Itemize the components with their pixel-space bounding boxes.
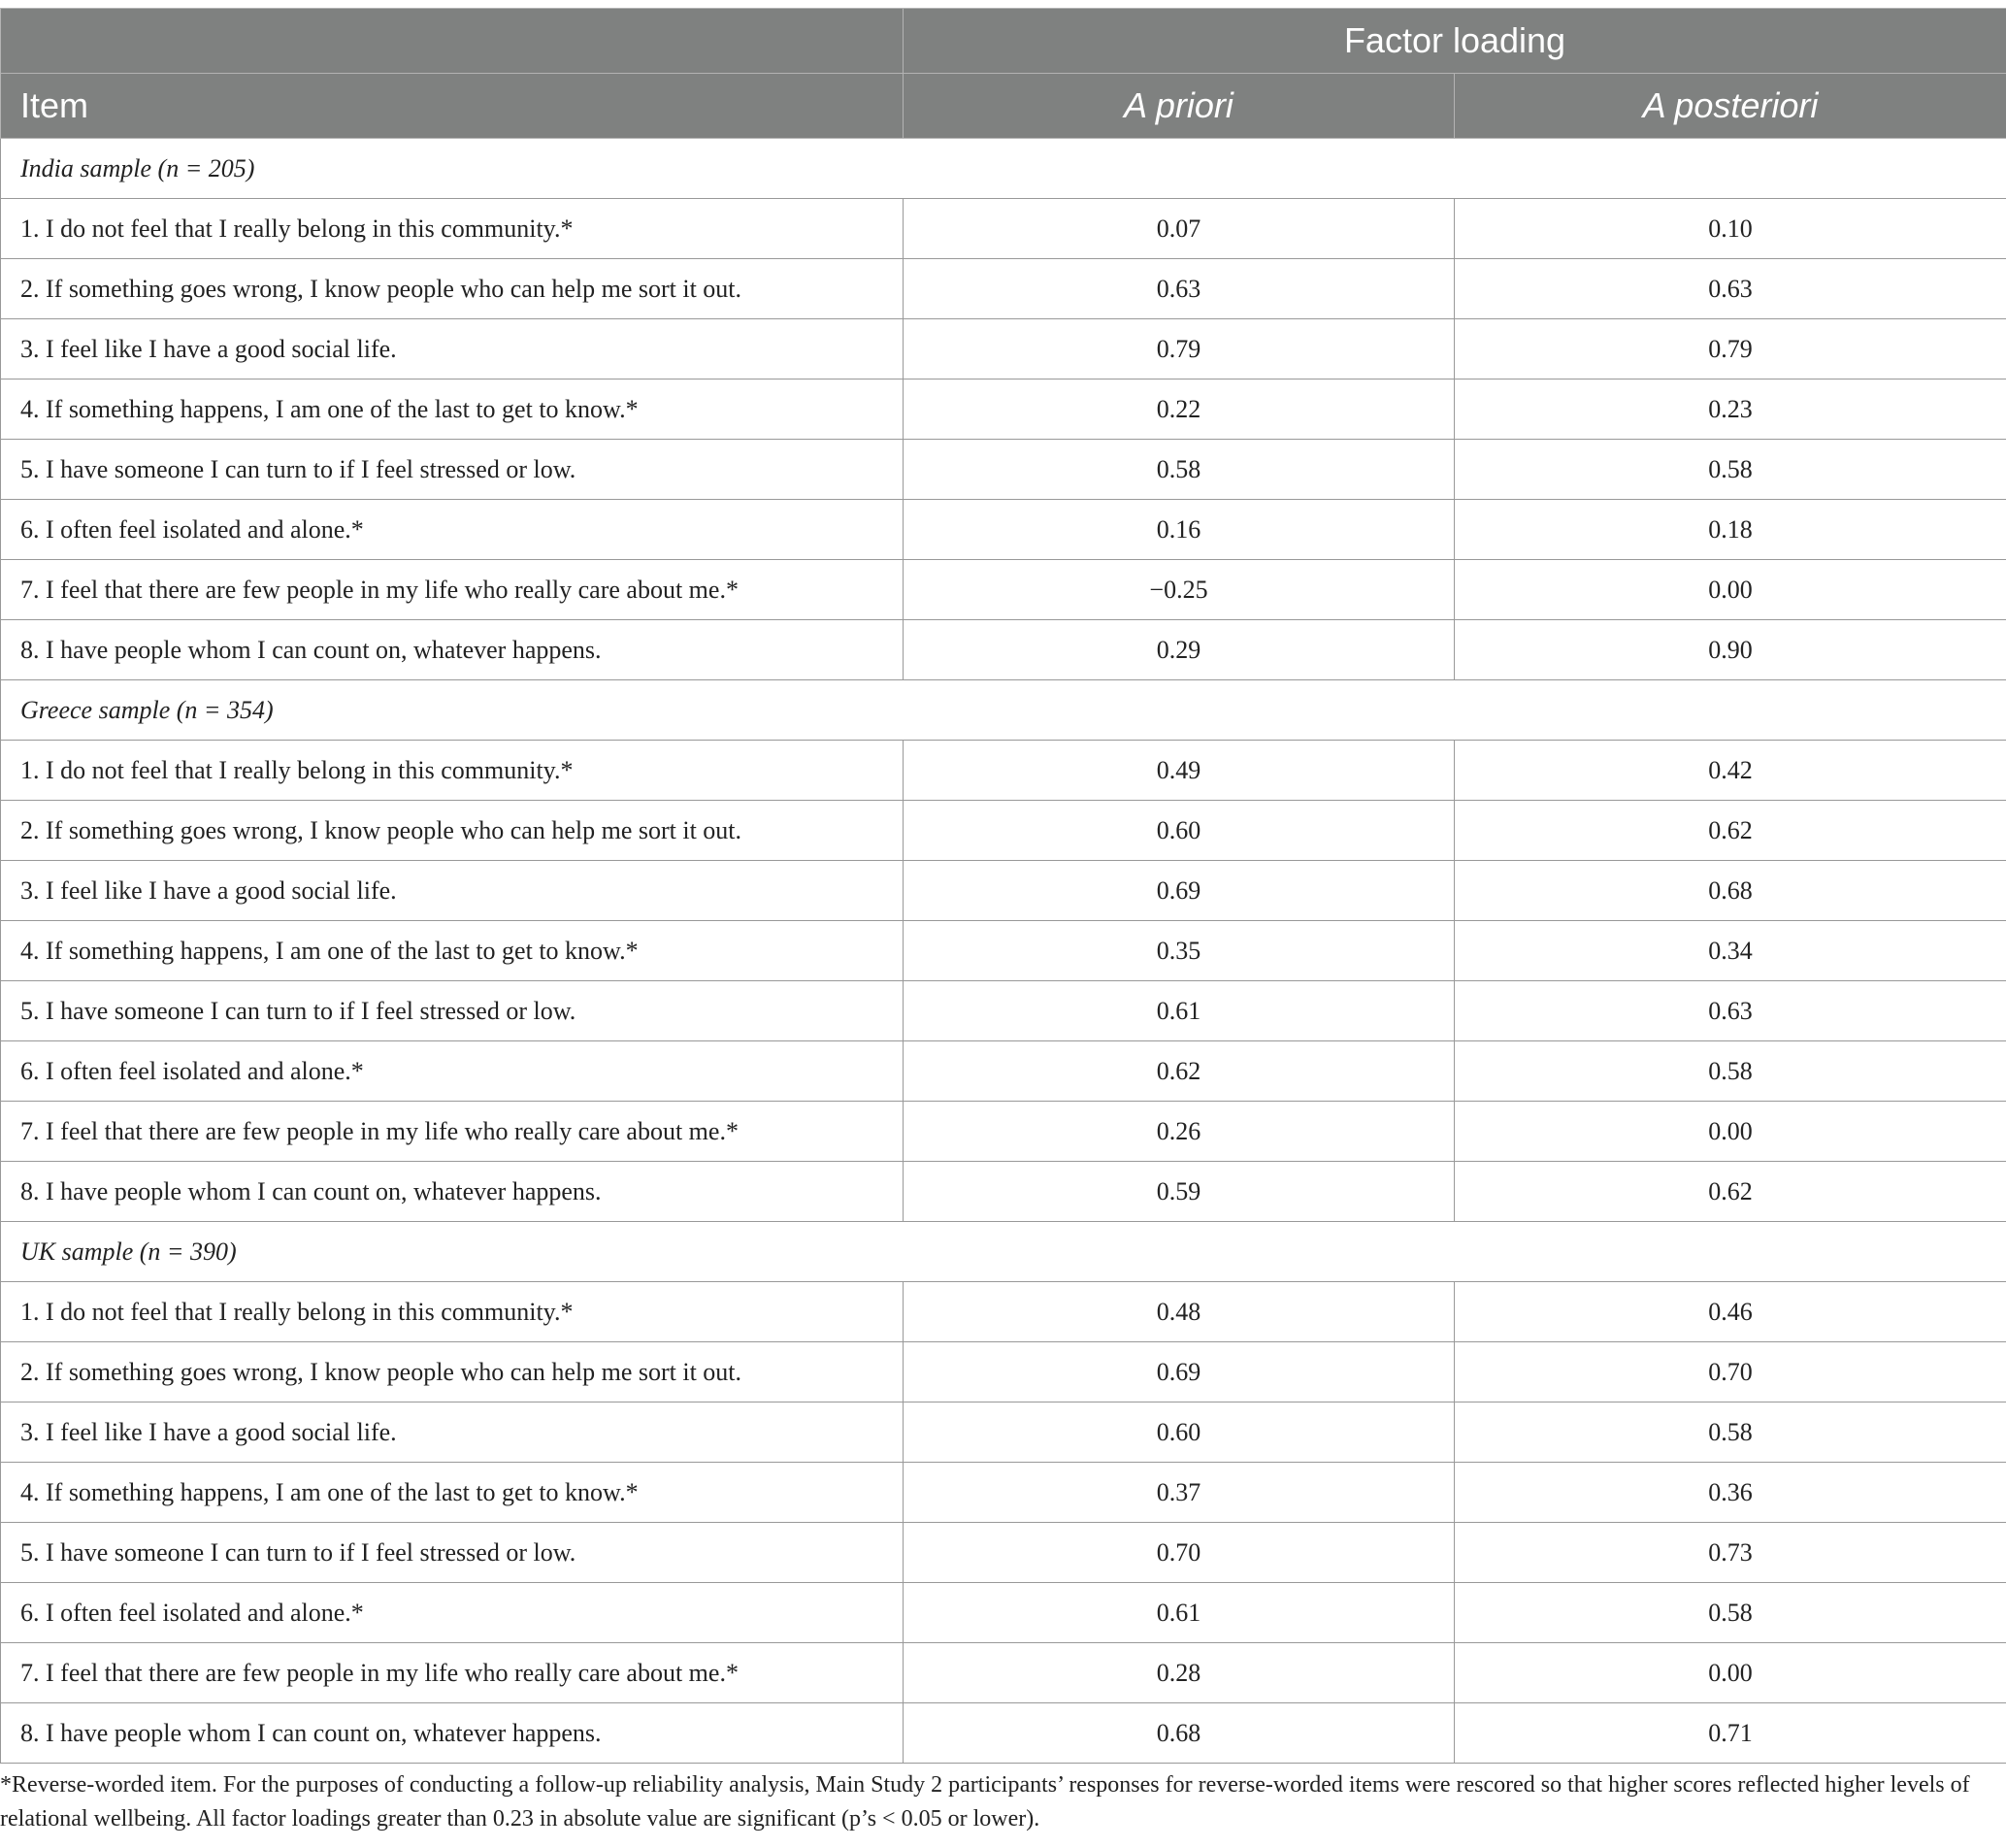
table-row — [1, 560, 2006, 620]
table-header — [1, 9, 2006, 139]
a-priori-cell: 0.79 — [904, 319, 1455, 380]
item-cell: 7. I feel that there are few people in my life who really care about me.* — [1, 560, 904, 620]
a-priori-cell: 0.69 — [904, 1342, 1455, 1402]
table-row — [1, 1162, 2006, 1222]
table-row — [1, 741, 2006, 801]
a-priori-cell: −0.25 — [904, 560, 1455, 620]
table-row — [1, 1342, 2006, 1402]
table-row — [1, 440, 2006, 500]
a-posteriori-cell: 0.36 — [1455, 1463, 2006, 1523]
a-priori-cell: 0.61 — [904, 1583, 1455, 1643]
table-container — [0, 8, 2006, 1764]
item-cell: 7. I feel that there are few people in my life who really care about me.* — [1, 1643, 904, 1703]
item-cell: 5. I have someone I can turn to if I feel stressed or low. — [1, 440, 904, 500]
group-label: India sample (n = 205) — [1, 139, 2006, 199]
a-priori-cell: 0.63 — [904, 259, 1455, 319]
a-posteriori-cell: 0.90 — [1455, 620, 2006, 680]
item-cell: 8. I have people whom I can count on, whatever happens. — [1, 1162, 904, 1222]
table-row — [1, 1523, 2006, 1583]
header-factor-loading: Factor loading — [904, 9, 2006, 74]
a-posteriori-cell: 0.79 — [1455, 319, 2006, 380]
a-posteriori-cell: 0.58 — [1455, 440, 2006, 500]
a-posteriori-cell: 0.68 — [1455, 861, 2006, 921]
a-priori-cell: 0.37 — [904, 1463, 1455, 1523]
a-priori-cell: 0.07 — [904, 199, 1455, 259]
a-priori-cell: 0.70 — [904, 1523, 1455, 1583]
table-row — [1, 1583, 2006, 1643]
table-row — [1, 1041, 2006, 1102]
a-posteriori-cell: 0.46 — [1455, 1282, 2006, 1342]
table-row — [1, 500, 2006, 560]
a-priori-cell: 0.49 — [904, 741, 1455, 801]
group-row — [1, 139, 2006, 199]
a-priori-cell: 0.60 — [904, 1402, 1455, 1463]
a-posteriori-cell: 0.58 — [1455, 1402, 2006, 1463]
a-priori-cell: 0.16 — [904, 500, 1455, 560]
item-cell: 4. If something happens, I am one of the last to get to know.* — [1, 380, 904, 440]
table-row — [1, 1703, 2006, 1764]
a-priori-cell: 0.59 — [904, 1162, 1455, 1222]
item-cell: 4. If something happens, I am one of the last to get to know.* — [1, 921, 904, 981]
item-cell: 7. I feel that there are few people in my life who really care about me.* — [1, 1102, 904, 1162]
header-a-priori: A priori — [904, 74, 1455, 139]
a-priori-cell: 0.61 — [904, 981, 1455, 1041]
item-cell: 8. I have people whom I can count on, whatever happens. — [1, 620, 904, 680]
item-cell: 1. I do not feel that I really belong in this community.* — [1, 199, 904, 259]
a-priori-cell: 0.26 — [904, 1102, 1455, 1162]
a-priori-cell: 0.68 — [904, 1703, 1455, 1764]
a-posteriori-cell: 0.70 — [1455, 1342, 2006, 1402]
group-row — [1, 680, 2006, 741]
item-cell: 6. I often feel isolated and alone.* — [1, 1583, 904, 1643]
a-posteriori-cell: 0.58 — [1455, 1041, 2006, 1102]
table-row — [1, 981, 2006, 1041]
a-posteriori-cell: 0.34 — [1455, 921, 2006, 981]
a-priori-cell: 0.35 — [904, 921, 1455, 981]
a-posteriori-cell: 0.00 — [1455, 560, 2006, 620]
table-row — [1, 921, 2006, 981]
item-cell: 4. If something happens, I am one of the last to get to know.* — [1, 1463, 904, 1523]
table-row — [1, 319, 2006, 380]
item-cell: 6. I often feel isolated and alone.* — [1, 1041, 904, 1102]
table-row — [1, 1643, 2006, 1703]
a-priori-cell: 0.60 — [904, 801, 1455, 861]
item-cell: 1. I do not feel that I really belong in this community.* — [1, 741, 904, 801]
table-row — [1, 620, 2006, 680]
a-posteriori-cell: 0.00 — [1455, 1102, 2006, 1162]
a-posteriori-cell: 0.58 — [1455, 1583, 2006, 1643]
item-cell: 5. I have someone I can turn to if I feel stressed or low. — [1, 981, 904, 1041]
table-row — [1, 1282, 2006, 1342]
table-row — [1, 380, 2006, 440]
item-cell: 2. If something goes wrong, I know people who can help me sort it out. — [1, 259, 904, 319]
item-cell: 2. If something goes wrong, I know people who can help me sort it out. — [1, 801, 904, 861]
a-priori-cell: 0.28 — [904, 1643, 1455, 1703]
group-label: Greece sample (n = 354) — [1, 680, 2006, 741]
table-row — [1, 801, 2006, 861]
table-footnote: *Reverse-worded item. For the purposes of conducting a follow-up reliability analysis, Main Study 2 participants’ responses for reverse-worded items were rescored so that higher scores reflected higher levels of relational wellbeing. All factor loadings greater than 0.23 in absolute value are significant (p’s < 0.05 or lower). — [0, 1772, 1970, 1832]
table-row — [1, 1402, 2006, 1463]
a-posteriori-cell: 0.00 — [1455, 1643, 2006, 1703]
a-priori-cell: 0.22 — [904, 380, 1455, 440]
a-posteriori-cell: 0.63 — [1455, 981, 2006, 1041]
a-posteriori-cell: 0.73 — [1455, 1523, 2006, 1583]
item-cell: 3. I feel like I have a good social life. — [1, 861, 904, 921]
a-posteriori-cell: 0.62 — [1455, 801, 2006, 861]
table-row — [1, 1463, 2006, 1523]
table-row — [1, 199, 2006, 259]
header-a-posteriori: A posteriori — [1455, 74, 2006, 139]
group-row — [1, 1222, 2006, 1282]
a-posteriori-cell: 0.10 — [1455, 199, 2006, 259]
header-row-columns — [1, 74, 2006, 139]
factor-loading-table — [0, 8, 2006, 1764]
a-priori-cell: 0.62 — [904, 1041, 1455, 1102]
a-posteriori-cell: 0.18 — [1455, 500, 2006, 560]
table-row — [1, 1102, 2006, 1162]
item-cell: 8. I have people whom I can count on, whatever happens. — [1, 1703, 904, 1764]
header-row-group — [1, 9, 2006, 74]
item-cell: 2. If something goes wrong, I know people who can help me sort it out. — [1, 1342, 904, 1402]
table-body — [1, 139, 2006, 1764]
a-posteriori-cell: 0.62 — [1455, 1162, 2006, 1222]
header-blank-cell — [1, 9, 904, 74]
item-cell: 3. I feel like I have a good social life. — [1, 319, 904, 380]
a-posteriori-cell: 0.42 — [1455, 741, 2006, 801]
item-cell: 5. I have someone I can turn to if I feel stressed or low. — [1, 1523, 904, 1583]
item-cell: 6. I often feel isolated and alone.* — [1, 500, 904, 560]
table-row — [1, 861, 2006, 921]
item-cell: 3. I feel like I have a good social life. — [1, 1402, 904, 1463]
a-posteriori-cell: 0.23 — [1455, 380, 2006, 440]
a-priori-cell: 0.58 — [904, 440, 1455, 500]
a-posteriori-cell: 0.71 — [1455, 1703, 2006, 1764]
a-posteriori-cell: 0.63 — [1455, 259, 2006, 319]
group-label: UK sample (n = 390) — [1, 1222, 2006, 1282]
a-priori-cell: 0.29 — [904, 620, 1455, 680]
a-priori-cell: 0.48 — [904, 1282, 1455, 1342]
table-row — [1, 259, 2006, 319]
item-cell: 1. I do not feel that I really belong in this community.* — [1, 1282, 904, 1342]
a-priori-cell: 0.69 — [904, 861, 1455, 921]
header-item: Item — [1, 74, 904, 139]
